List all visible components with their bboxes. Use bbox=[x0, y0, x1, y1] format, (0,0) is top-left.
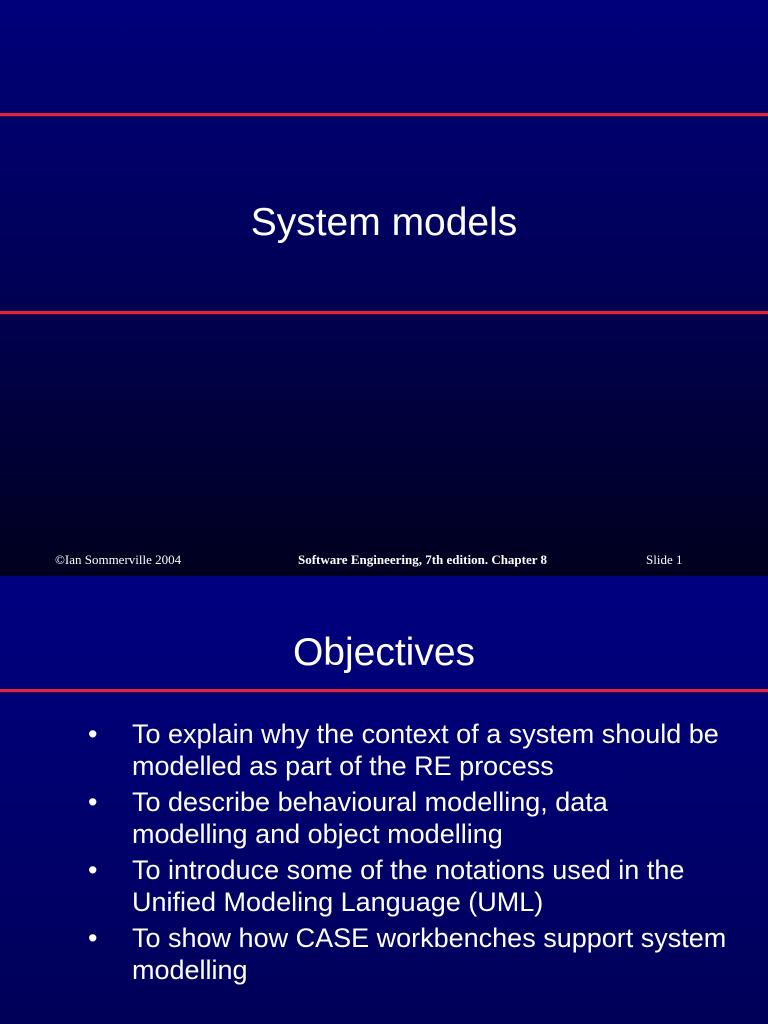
bullet-icon: • bbox=[88, 787, 98, 817]
bullet-icon: • bbox=[88, 923, 98, 953]
bullet-text: To show how CASE workbenches support system modelling bbox=[132, 923, 727, 985]
objectives-list bbox=[0, 718, 768, 990]
bullet-icon: • bbox=[88, 719, 98, 749]
list-item bbox=[0, 854, 768, 918]
slide-title: System models bbox=[250, 201, 518, 244]
bullet-text: To explain why the context of a system should be modelled as part of the RE process bbox=[132, 719, 719, 781]
bullet-text: To introduce some of the notations used in the Unified Modeling Language (UML) bbox=[132, 855, 685, 917]
top-red-rule bbox=[0, 113, 768, 116]
bullet-text: To describe behavioural modelling, data modelling and object modelling bbox=[132, 787, 608, 849]
title-red-rule bbox=[0, 689, 768, 692]
slide-title: Objectives bbox=[292, 631, 476, 674]
footer-slide-number: Slide 1 bbox=[646, 552, 683, 567]
footer-book-title: Software Engineering, 7th edition. Chapter 8 bbox=[298, 552, 548, 567]
list-item bbox=[0, 786, 768, 850]
bullet-icon: • bbox=[88, 855, 98, 885]
slide-2 bbox=[0, 576, 768, 1024]
bottom-red-rule bbox=[0, 311, 768, 314]
list-item bbox=[0, 718, 768, 782]
list-item bbox=[0, 922, 768, 986]
footer-copyright: ©Ian Sommerville 2004 bbox=[55, 552, 182, 567]
